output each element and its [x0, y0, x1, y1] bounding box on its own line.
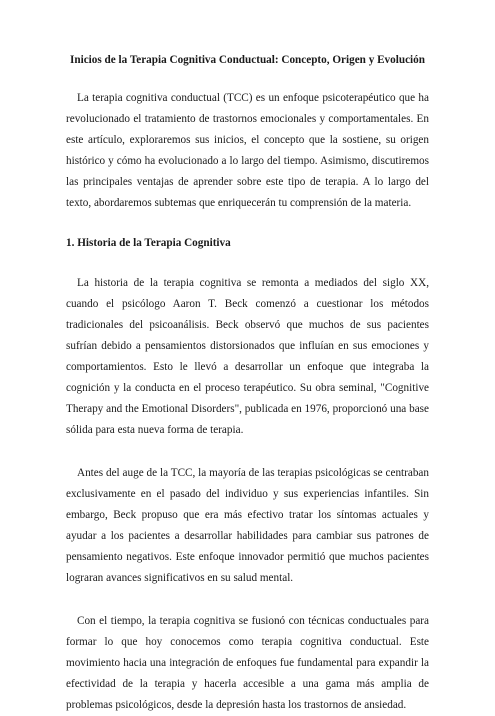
section-paragraph-3: Con el tiempo, la terapia cognitiva se fusionó con técnicas conductuales para formar lo que hoy conocemos como terapia cognitiva conductual. Este movimiento hacia una integración de enfoques fue fundamental para expandir la efectividad de la terapia y hacerla accesible a una gama más amplia de problemas psicológicos, desde la depresión hasta los trastornos de ansiedad.: [66, 615, 429, 711]
intro-paragraph: La terapia cognitiva conductual (TCC) es un enfoque psicoterapéutico que ha revolucionado el tratamiento de trastornos emocionales y comportamentales. En este artículo, exploraremos sus inicios, el concepto que la sostiene, su origen histórico y cómo ha evolucionado a lo largo del tiempo. Asimismo, discutiremos las principales ventajas de aprender sobre este tipo de terapia. A lo largo del texto, abordaremos subtemas que enriquecerán tu comprensión de la materia.: [66, 92, 429, 209]
document-title: Inicios de la Terapia Cognitiva Conductual: Concepto, Origen y Evolución: [70, 54, 425, 66]
section-paragraph-1: La historia de la terapia cognitiva se remonta a mediados del siglo XX, cuando el psicólogo Aaron T. Beck comenzó a cuestionar los métodos tradicionales del psicoanálisis. Beck observó que muchos de sus pacientes sufrían debido a pensamientos distorsionados que influían en sus emociones y comportamientos. Esto le llevó a desarrollar un enfoque que integraba la cognición y la conducta en el proceso terapéutico. Su obra seminal, "Cognitive Therapy and the Emotional Disorders", publicada en 1976, proporcionó una base sólida para esta nueva forma de terapia.: [66, 277, 429, 436]
section-heading: 1. Historia de la Terapia Cognitiva: [66, 237, 231, 249]
section-paragraph-2: Antes del auge de la TCC, la mayoría de las terapias psicológicas se centraban exclusivamente en el pasado del individuo y sus experiencias infantiles. Sin embargo, Beck propuso que era más efectivo tratar los síntomas actuales y ayudar a los pacientes a desarrollar habilidades para cambiar sus patrones de pensamiento negativos. Este enfoque innovador permitió que muchos pacientes lograran avances significativos en su salud mental.: [66, 467, 429, 584]
